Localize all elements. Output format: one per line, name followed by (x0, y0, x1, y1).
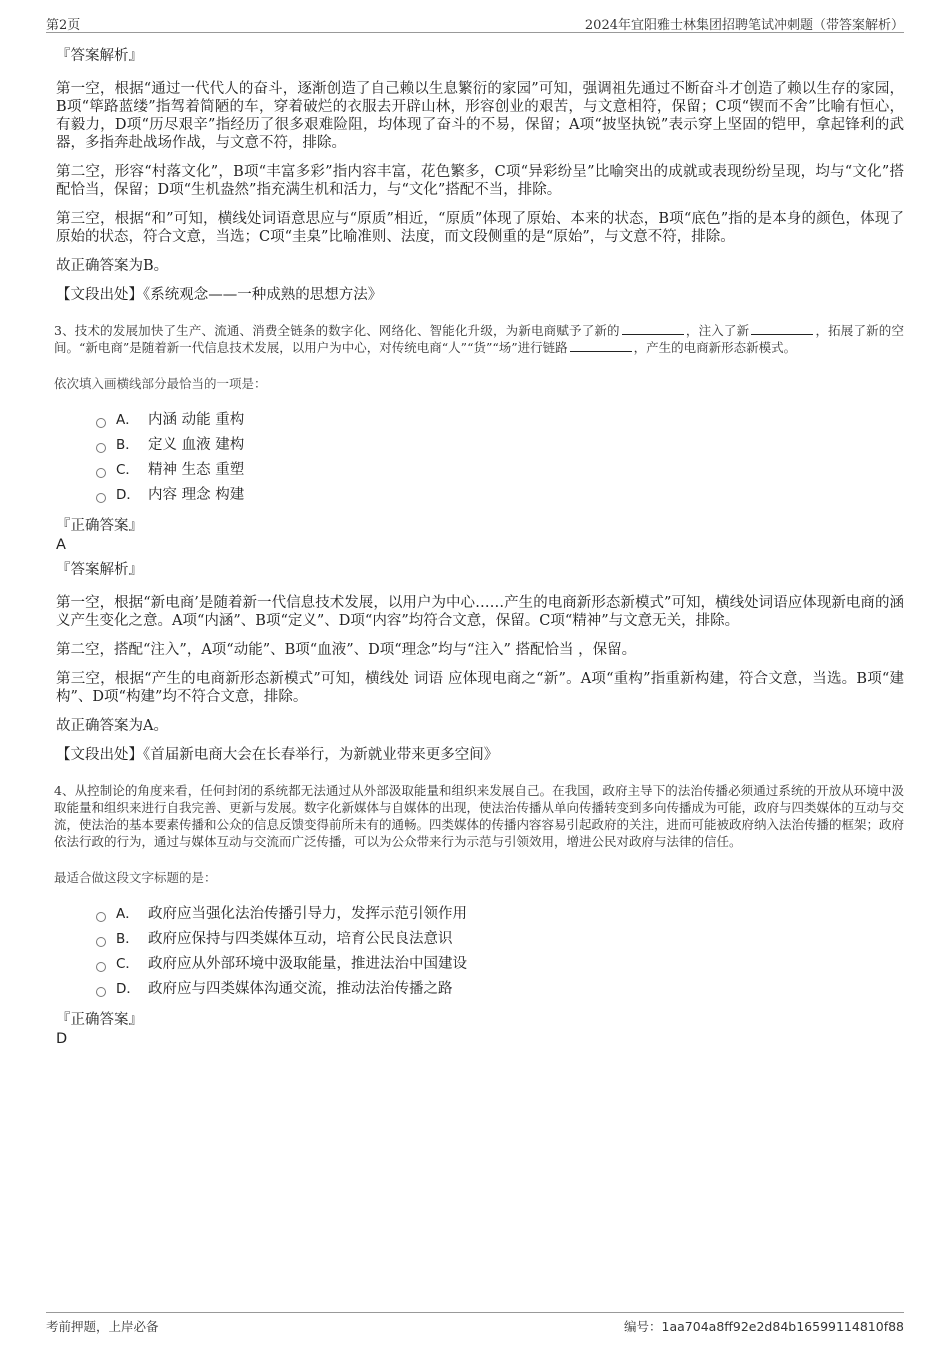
document-code: 编号：1aa704a8ff92e2d84b16599114810f88 (624, 1319, 904, 1334)
q3-blank-3 (570, 340, 632, 352)
q2-source: 【文段出处】《系统观念——一种成熟的思想方法》 (56, 287, 383, 303)
q3-analysis-conclusion: 故正确答案为A。 (56, 718, 168, 734)
q4-options (96, 902, 904, 1002)
q3-blank-1 (622, 323, 684, 335)
option-letter: B． (116, 437, 139, 453)
q2-analysis-label: 『答案解析』 (56, 48, 143, 64)
q3-question-part1: 3、技术的发展加快了生产、流通、消费全链条的数字化、网络化、智能化升级，为新电商赋予了新的 (54, 323, 620, 338)
q3-analysis-p2: 第二空，搭配“注入”，A项“动能”、B项“血液”、D项“理念”均与“注入” 搭配恰当 ，保留。 (56, 642, 637, 658)
q2-analysis-conclusion: 故正确答案为B。 (56, 258, 169, 274)
page-footer (46, 1312, 904, 1335)
q4-prompt: 最适合做这段文字标题的是： (54, 870, 217, 885)
radio-icon[interactable] (96, 493, 106, 503)
radio-icon[interactable] (96, 468, 106, 478)
option-letter: A． (116, 412, 139, 428)
radio-icon[interactable] (96, 912, 106, 922)
q3-prompt: 依次填入画横线部分最恰当的一项是： (54, 376, 267, 391)
q4-option-b[interactable] (96, 927, 904, 952)
q3-analysis-p1: 第一空，根据“新电商’是随着新一代信息技术发展，以用户为中心……产生的电商新形态新模式”可知，横线处词语应体现新电商的涵义产生变化之意。A项“内涵”、B项“定义”、D项“内容”均符合文意，保留。C项“精神”与文意无关，排除。 (56, 595, 904, 629)
q3-option-c[interactable] (96, 458, 904, 483)
option-text: 内涵 动能 重构 (148, 412, 245, 428)
footer-slogan: 考前押题，上岸必备 (46, 1319, 159, 1334)
q3-question-part4: ，产生的电商新形态新模式。 (633, 340, 797, 355)
option-text: 政府应与四类媒体沟通交流，推动法治传播之路 (148, 981, 453, 997)
q3-blank-2 (751, 323, 813, 335)
option-letter: D． (116, 487, 140, 503)
option-letter: C． (116, 462, 139, 478)
q4-answer: D (56, 1031, 68, 1047)
q4-question: 4、从控制论的角度来看，任何封闭的系统都无法通过从外部汲取能量和组织来发展自己。在我国，政府主导下的法治传播必须通过系统的开放从环境中汲取能量和组织来进行自我完善、更新与发展。数字化新媒体与自媒体的出现，使法治传播从单向传播转变到多向传播成为可能，政府与四类媒体的互动与交流，使法治的基本要素传播和公众的信息反馈变得前所未有的通畅。四类媒体的传播内容容易引起政府的关注，进而可能被政府纳入法治传播的框架；政府依法行政的行为，通过与媒体互动与交流而广泛传播，可以为公众带来行为示范与引领效用，增进公民对政府与法律的信任。 (54, 783, 905, 849)
q3-options (96, 408, 904, 508)
option-text: 政府应从外部环境中汲取能量，推进法治中国建设 (148, 956, 467, 972)
option-text: 内容 理念 构建 (148, 487, 245, 503)
q3-option-a[interactable] (96, 408, 904, 433)
q4-option-c[interactable] (96, 952, 904, 977)
q2-analysis-p1: 第一空，根据“通过一代代人的奋斗，逐渐创造了自己赖以生息繁衍的家园”可知，强调祖先通过不断奋斗才创造了赖以生存的家园，B项“筚路蓝缕”指驾着简陋的车，穿着破烂的衣服去开辟山林，形容创业的艰苦，与文意相符，保留；C项“锲而不舍”比喻有恒心，有毅力，D项“历尽艰辛”指经历了很多艰难险阻，均体现了奋斗的不易，保留；A项“披坚执锐”表示穿上坚固的铠甲，拿起锋利的武器，多指奔赴战场作战，与文意不符，排除。 (56, 81, 904, 151)
radio-icon[interactable] (96, 418, 106, 428)
option-letter: B． (116, 931, 139, 947)
q3-option-b[interactable] (96, 433, 904, 458)
q3-answer: A (56, 537, 66, 553)
document-title: 2024年宜阳雅士林集团招聘笔试冲刺题（带答案解析） (584, 18, 904, 33)
q3-question-part2: ，注入了新 (685, 323, 750, 338)
page-number: 第2页 (46, 18, 81, 33)
option-text: 精神 生态 重塑 (148, 462, 245, 478)
option-text: 政府应当强化法治传播引导力，发挥示范引领作用 (148, 906, 467, 922)
q3-source: 【文段出处】《首届新电商大会在长春举行，为新就业带来更多空间》 (56, 747, 499, 763)
option-letter: D． (116, 981, 140, 997)
q3-option-d[interactable] (96, 483, 904, 508)
q3-question (54, 322, 904, 356)
q3-analysis-label: 『答案解析』 (56, 562, 143, 578)
option-text: 定义 血液 建构 (148, 437, 245, 453)
option-letter: A． (116, 906, 139, 922)
option-letter: C． (116, 956, 139, 972)
q3-analysis-p3: 第三空，根据“产生的电商新形态新模式”可知，横线处 词语 应体现电商之“新”。A项“重构”指重新构建，符合文意，当选。B项“建构”、D项“构建”均不符合文意，排除。 (56, 671, 904, 705)
q3-answer-label: 『正确答案』 (56, 518, 143, 534)
q4-option-d[interactable] (96, 977, 904, 1002)
radio-icon[interactable] (96, 937, 106, 947)
q4-option-a[interactable] (96, 902, 904, 927)
radio-icon[interactable] (96, 962, 106, 972)
page-content (56, 46, 904, 1054)
radio-icon[interactable] (96, 443, 106, 453)
radio-icon[interactable] (96, 987, 106, 997)
q4-answer-label: 『正确答案』 (56, 1012, 143, 1028)
page-header (46, 12, 904, 33)
option-text: 政府应保持与四类媒体互动，培育公民良法意识 (148, 931, 453, 947)
q2-analysis-p3: 第三空，根据“和”可知，横线处词语意思应与“原质”相近，“原质”体现了原始、本来的状态，B项“底色”指的是本身的颜色，体现了原始的状态，符合文意，当选；C项“圭臬”比喻准则、法度，而文段侧重的是“原始”，与文意不符，排除。 (56, 211, 904, 245)
q3-question-part3: ，拓展了新的空间。“新电商”是随着新一代信息技术发展，以用户为中心，对传统电商“人”“货”“场”进行链路 (54, 323, 904, 355)
q2-analysis-p2: 第二空，形容“村落文化”，B项“丰富多彩”指内容丰富，花色繁多，C项“异彩纷呈”比喻突出的成就或表现纷纷呈现，均与“文化”搭配恰当，保留；D项“生机盎然”指充满生机和活力，与“文化”搭配不当，排除。 (56, 164, 904, 198)
